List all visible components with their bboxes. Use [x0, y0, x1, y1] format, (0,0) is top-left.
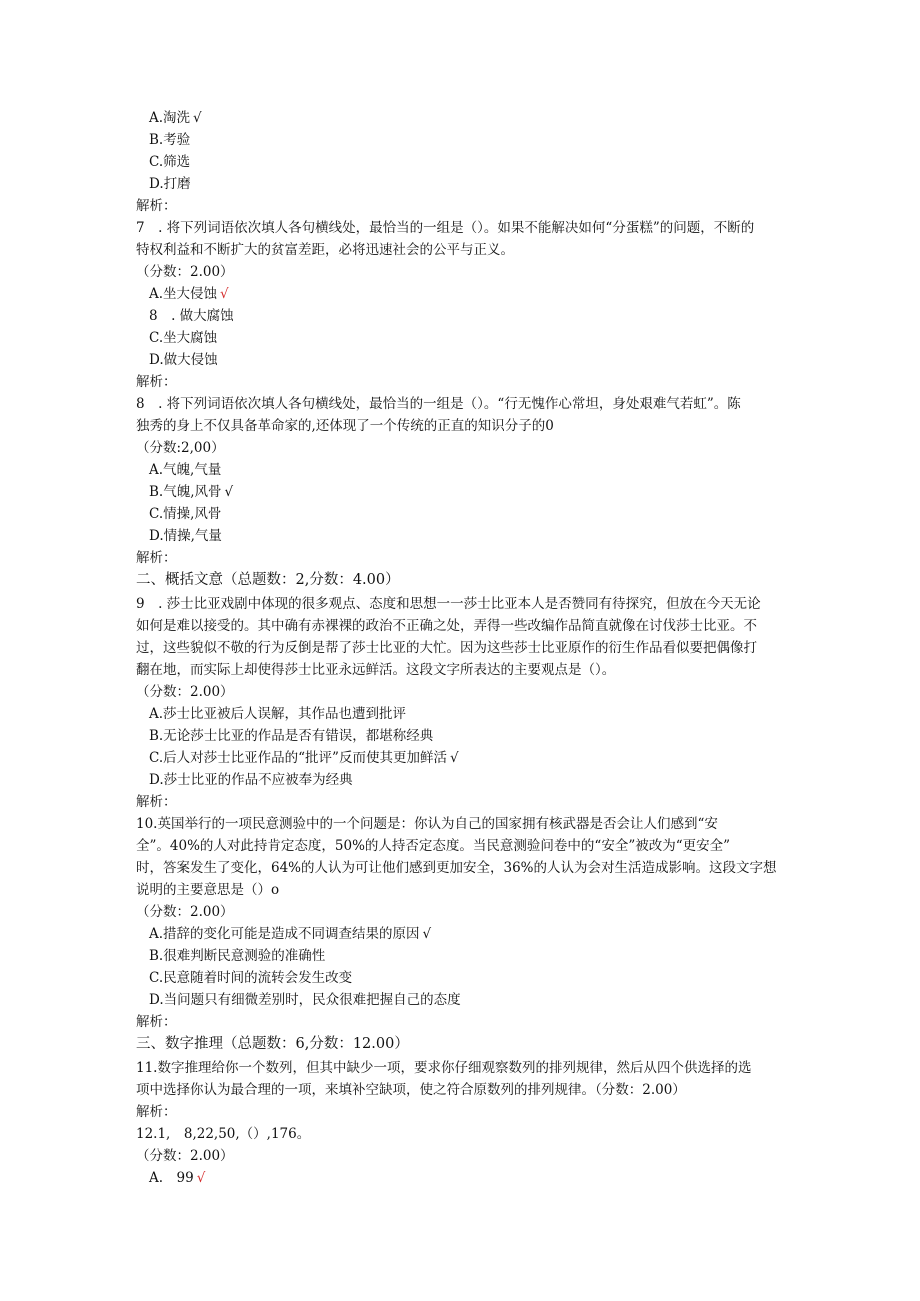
check-mark-icon: √: [224, 484, 234, 500]
question-stem: 11.数字推理给你一个数列，但其中缺少一项，要求你仔细观察数列的排列规律，然后从四个供选择的选: [136, 1060, 752, 1076]
question-score: （分数：2.00）: [136, 684, 234, 700]
option-a: A.措辞的变化可能是造成不同调查结果的原因 √: [149, 926, 432, 942]
option-a: A.气魄,气量: [149, 462, 222, 478]
question-stem: 时，答案发生了变化，64%的人认为可让他们感到更加安全，36%的人认为会对生活造成影响。这段文字想: [136, 860, 777, 876]
section-heading: 二、概括文意（总题数：2,分数：4.00）: [136, 572, 400, 588]
option-d: D.情操,气量: [149, 528, 222, 544]
question-score: （分数：2.00）: [136, 904, 234, 920]
option-b: B.气魄,风骨 √: [149, 484, 234, 500]
question-stem: 特权利益和不断扩大的贫富差距，必将迅速社会的公平与正义。: [136, 242, 514, 258]
question-stem: 说明的主要意思是（）o: [136, 882, 280, 898]
option-c: C.筛选: [149, 154, 191, 170]
check-mark-icon: √: [422, 926, 432, 942]
analysis-label: 解析：: [136, 198, 177, 214]
check-mark-icon: √: [193, 110, 202, 126]
option-a: A.莎士比亚被后人误解，其作品也遭到批评: [149, 706, 407, 722]
option-d: D.当问题只有细微差别时，民众很难把握自己的态度: [149, 992, 461, 1008]
option-b: B.考验: [149, 132, 191, 148]
option-b: B.很难判断民意测验的准确性: [149, 948, 326, 964]
question-stem: 过，这些貌似不敬的行为反倒是帮了莎士比亚的大忙。因为这些莎士比亚原作的衍生作品看似要把偶像打: [136, 640, 757, 656]
option-a: A.淘洗 √: [149, 110, 202, 126]
option-d: D.打磨: [149, 176, 191, 192]
question-stem: 10.英国举行的一项民意测验中的一个问题是：你认为自己的国家拥有核武器是否会让人们感到“安: [136, 816, 718, 832]
analysis-label: 解析：: [136, 550, 177, 566]
check-mark-icon: √: [220, 286, 229, 302]
option-b: B.无论莎士比亚的作品是否有错误，都堪称经典: [149, 728, 434, 744]
analysis-label: 解析：: [136, 374, 177, 390]
question-stem: 独秀的身上不仅具备革命家的,还体现了一个传统的正直的知识分子的0: [136, 418, 554, 434]
section-heading: 三、数字推理（总题数：6,分数：12.00）: [136, 1036, 409, 1052]
option-c: C.民意随着时间的流转会发生改变: [149, 970, 353, 986]
option-c: C.后人对莎士比亚作品的“批评”反而使其更加鲜活 √: [149, 750, 459, 766]
question-score: （分数：2.00）: [136, 1148, 234, 1164]
check-mark-icon: √: [449, 750, 459, 766]
question-stem: 项中选择你认为最合理的一项，来填补空缺项，使之符合原数列的排列规律。（分数：2.00）: [136, 1082, 686, 1098]
option-c: C.坐大腐蚀: [149, 330, 218, 346]
question-stem: 9 . 莎士比亚戏剧中体现的很多观点、态度和思想一一莎士比亚本人是否赞同有待探究，但放在今天无论: [136, 596, 761, 612]
option-d: D.莎士比亚的作品不应被奉为经典: [149, 772, 353, 788]
analysis-label: 解析：: [136, 1104, 177, 1120]
question-stem: 8 . 将下列词语依次填人各句横线处，最恰当的一组是（）。“行无愧作心常坦，身处艰难气若虹”。陈: [136, 396, 741, 412]
question-stem: 翻在地，而实际上却使得莎士比亚永远鲜活。这段文字所表达的主要观点是（）。: [136, 662, 616, 678]
option-d: D.做大侵蚀: [149, 352, 218, 368]
option-c: C.情操,风骨: [149, 506, 222, 522]
analysis-label: 解析：: [136, 1014, 177, 1030]
question-score: （分数：2.00）: [136, 264, 234, 280]
question-stem: 7 . 将下列词语依次填人各句横线处，最恰当的一组是（）。如果不能解决如何“分蛋糕”的问题，不断的: [136, 220, 755, 236]
check-mark-icon: √: [196, 1170, 206, 1186]
question-stem: 全”。40%的人对此持肯定态度，50%的人持否定态度。当民意测验问卷中的“安全”被改为“更安全”: [136, 838, 731, 854]
question-stem: 如何是难以接受的。其中确有赤裸裸的政治不正确之处，弄得一些改编作品简直就像在讨伐莎士比亚。不: [136, 618, 757, 634]
option-b: 8 . 做大腐蚀: [149, 308, 234, 324]
question-score: （分数:2,00）: [136, 440, 225, 456]
option-a: A.坐大侵蚀 √: [149, 286, 229, 302]
question-stem: 12.1, 8,22,50,（）,176。: [136, 1126, 311, 1142]
analysis-label: 解析：: [136, 794, 177, 810]
option-a: A. 99 √: [149, 1170, 206, 1186]
